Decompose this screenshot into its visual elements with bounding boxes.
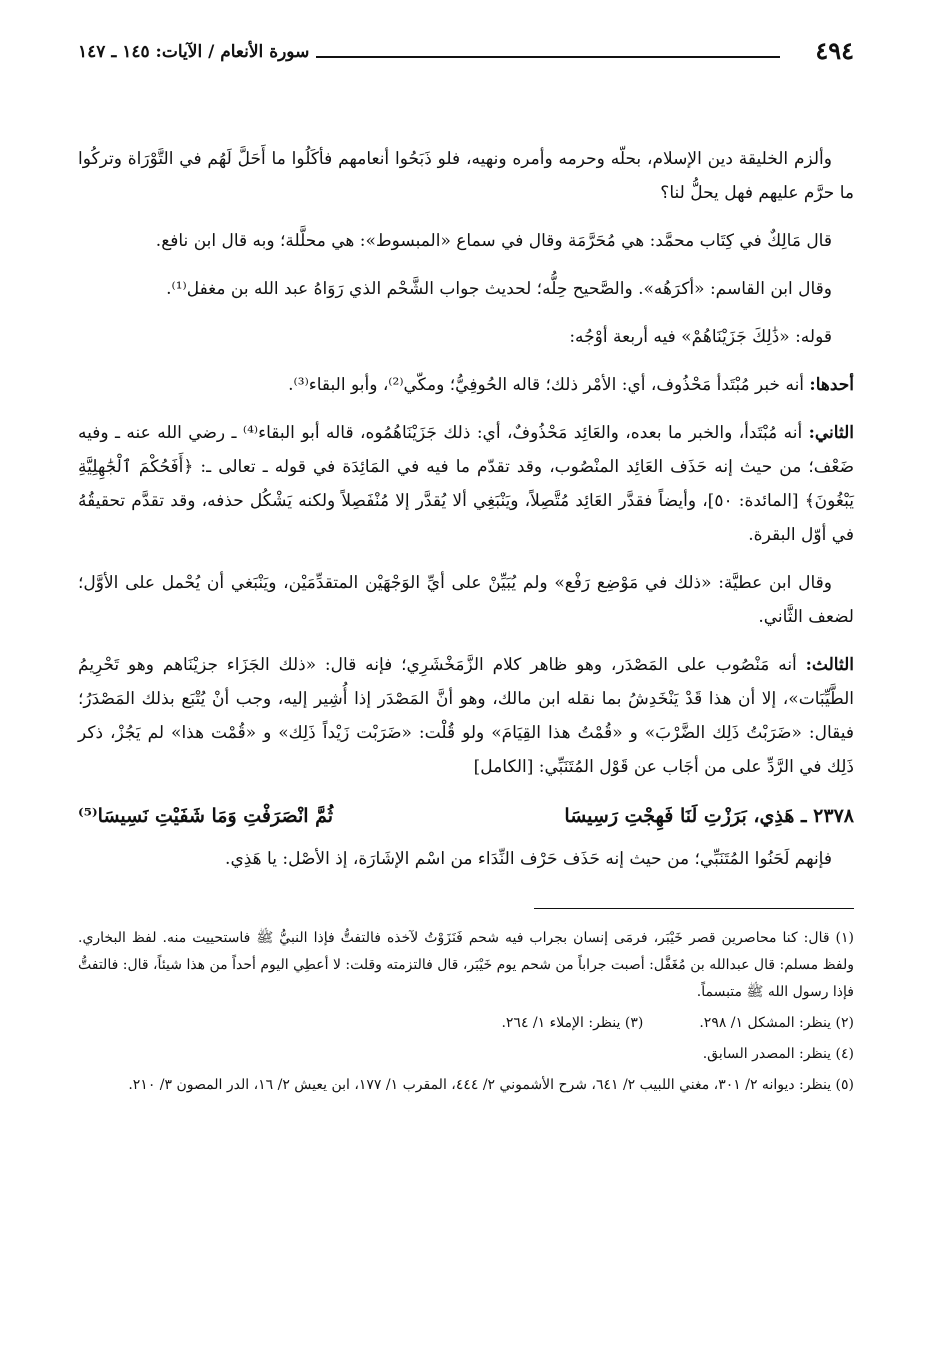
paragraph: وألزم الخليقة دين الإسلام، بحلّه وحرمه وأمره ونهيه، فلو ذَبَحُوا أنعامهم فأكَلُوا ما أَحَلَّ لَهُم في التَّوْرَاة وتركُوا ما حرَّم عليهم فهل يحلُّ لنا؟ [78,149,854,203]
footnote-1: (١) قال: كنا محاصرين قصر خَيْبَر، فرمَى إنسان بجراب فيه شحم فَنَزَوْتُ لآخذه فالتفتُّ فإذا النبيُّ ﷺ فاستحييت منه. لفظ البخاري. ولفظ مسلم: قال عبدالله بن مُغَفَّل: أصبت جراباً من شحم يوم خَيْبَر، قال فالتزمته وقلت: لا أعطِي اليوم أحداً من هذا شيئاً، قال: فالتفتُّ فإذا رسول الله ﷺ متبسماً. [78,930,854,1000]
footnotes [78,925,854,1099]
main-text [78,142,854,876]
verse-first-hemistich: ٢٣٧٨ ـ هَذِي، بَرَزْتِ لَنَا فَهِجْتِ رَسِيسَا [564,805,854,827]
paragraph: وقال ابن عطيَّة: «ذلك في مَوْضِع رَفْع» ولم يُبَيِّنْ على أيِّ الوَجْهَيْن المتقدِّمَيْن، ويَنْبَغي أن يُحْمل على الأوَّل؛ لضعف الثَّاني. [78,573,854,627]
footnote-5: (٥) ينظر: ديوانه ٢/ ٣٠١، مغني اللبيب ٢/ ٦٤١، شرح الأشموني ٢/ ٤٤٤، المقرب ١/ ١٧٧، ابن يعيش ٢/ ١٦، الدر المصون ٣/ ٢١٠. [128,1077,854,1093]
footnote-4: (٤) ينظر: المصدر السابق. [702,1046,854,1062]
footnote-separator [534,908,854,909]
paragraph-first-aspect: أحدها: أنه خبر مُبْتَدأ مَحْذُوف، أي: الأمْر ذلك؛ قاله الحُوفِيُّ؛ ومكّي⁽²⁾، وأبو البقاء⁽³⁾. [288,375,854,395]
paragraph-third-aspect: الثالث: أنه مَنْصُوب على المَصْدَر، وهو ظاهر كلام الزَّمَخْشَرِي؛ فإنه قال: «ذلك الجَزَاء جزيْنَاهم وهو تَحْرِيمُ الطَّيِّبَات»، إلا أن هذا قَدْ يَنْخَدِشُ بما نقله ابن مالك، وهو أنَّ المَصْدَر إذا أُشِير إليه، وجب أنْ يُتْبَع بذلك المَصْدَرُ؛ فيقال: «ضَرَبْتُ ذَلِك الضَّرْبَ» و «قُمْتُ هذا القِيَامَ» ولو قُلْت: «ضَرَبْت زَيْداً ذَلِك» و «قُمْت هذا» لم يَجُزْ، ذكر ذَلِك في الرَّدِّ على من أجَاب عن قَوْل المُتَنَبِّي: [الكامل] [78,655,854,777]
paragraph-second-aspect: الثاني: أنه مُبْتَدأ، والخبر ما بعده، والعَائِد مَحْذُوفٌ، أي: ذلك جَزَيْنَاهُمُوه، قاله أبو البقاء⁽⁴⁾ ـ رضي الله عنه ـ وفيه ضَعْف؛ من حيث إنه حَذَف العَائِد المنْصُوب، وقد تقدّم ما فيه في المَائِدَة في قوله ـ تعالى ـ: ﴿أَفَحُكْمَ ٱلْجَٰهِلِيَّةِ يَبْغُونَ﴾ [المائدة: ٥٠]، وأيضاً فقدَّر العَائِد مُتَّصِلاً، ويَنْبَغِي ألا يُقدَّر إلا مُنْفَصِلاً ولكنه يَشْكُل حذفه، وقد تقدَّم تحقيقُهُ في أوّل البقرة. [78,423,854,545]
document-page [78,36,854,1103]
footnote-3: (٣) ينظر: الإملاء ١/ ٢٦٤. [501,1015,644,1031]
footnote-2: (٢) ينظر: المشكل ١/ ٢٩٨. [699,1015,854,1031]
running-title: سورة الأنعام / الآيات: ١٤٥ ـ ١٤٧ [78,42,310,62]
poetry-verse [78,798,854,834]
verse-second-hemistich: ثُمَّ انْصَرَفْتِ وَمَا شَفَيْتِ نَسِيسَا⁽⁵⁾ [78,805,334,827]
closing-paragraph: فإنهم لَحَنُوا المُتَنَبِّي؛ من حيث إنه حَذَف حَرْف النِّدَاء من اسْم الإشَارَة، إذ الأصْل: يا هَذِي. [225,849,832,869]
page-number: ٤٩٤ [815,36,854,65]
paragraph: قوله: «ذَٰلِكَ جَزَيْنَاهُمْ» فيه أربعة أوْجُه: [569,327,832,347]
header-rule [316,56,780,58]
page-header [78,36,854,74]
paragraph: قال مَالِكٌ في كِتَاب محمَّد: هي مُحَرَّمَة وقال في سماع «المبسوط»: هي محلَّلة؛ وبه قال ابن نافع. [155,231,832,251]
paragraph: وقال ابن القاسم: «أكرَهُه». والصَّحيح حِلُّه؛ لحديث جواب الشَّحْم الذي رَوَاهُ عبد الله بن مغفل⁽¹⁾. [166,279,832,299]
